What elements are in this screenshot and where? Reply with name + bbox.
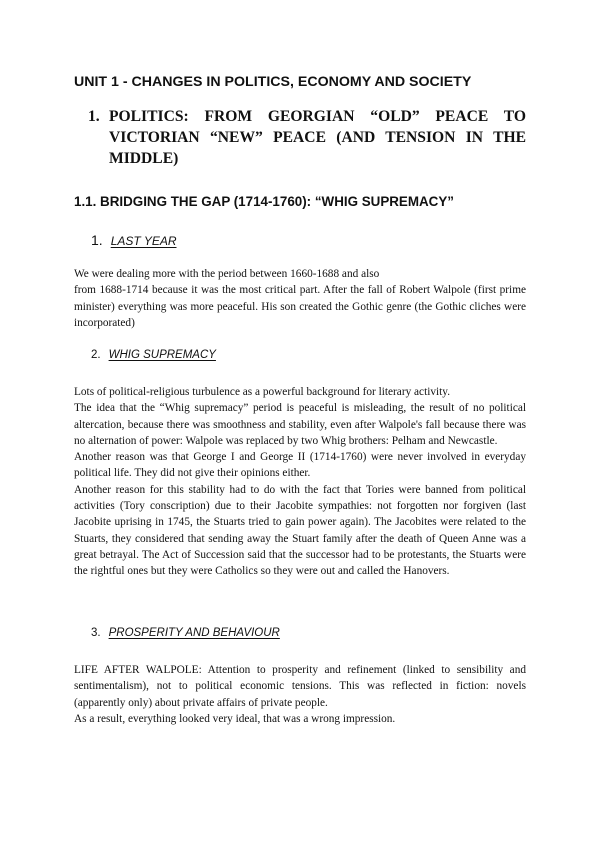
heading-line: VICTORIAN “NEW” PEACE (AND TENSION IN THE: [109, 129, 526, 146]
subheading-label: WHIG SUPREMACY: [108, 349, 216, 361]
paragraph: Lots of political-religious turbulence as a powerful background for literary activity.: [74, 386, 451, 398]
subsection-heading-whig-supremacy: 1.1. BRIDGING THE GAP (1714-1760): “WHIG SUPREMACY”: [74, 194, 454, 209]
paragraph: Another reason was that George I and George II (1714-1760) were never involved in everyday political life. They did not give their opinions either.: [74, 451, 526, 480]
heading-text: [109, 106, 526, 169]
subheading-last-year: [91, 232, 177, 248]
subheading-number: 1.: [91, 232, 103, 248]
heading-number: 1.: [88, 108, 100, 125]
subheading-number: 2.: [91, 349, 101, 361]
subheading-prosperity-and-behaviour: [91, 627, 280, 639]
heading-line: MIDDLE): [109, 150, 179, 167]
paragraph: The idea that the “Whig supremacy” period is peaceful is misleading, the result of no political altercation, because there was smoothness and stability, even after Walpole's fall because there was no alternation of power: Walpole was replaced by two Whig brothers: Pelham and Newcastle.: [74, 402, 526, 447]
subheading-label: PROSPERITY AND BEHAVIOUR: [108, 627, 280, 639]
paragraph: from 1688-1714 because it was the most critical part. After the fall of Robert Walpole (first prime minister) everything was more peaceful. His son created the Gothic genre (the Gothic cliches were incorporated): [74, 284, 526, 329]
section-whig-supremacy-text: [74, 384, 526, 580]
heading-line: POLITICS: FROM GEORGIAN “OLD” PEACE TO: [109, 108, 526, 125]
unit-title: UNIT 1 - CHANGES IN POLITICS, ECONOMY AND SOCIETY: [74, 74, 472, 90]
section-last-year-text: [74, 266, 526, 331]
paragraph: LIFE AFTER WALPOLE: Attention to prosperity and refinement (linked to sensibility and sentimentalism), not to political economic tensions. This was reflected in fiction: novels (apparently only) about private affairs of private people.: [74, 664, 526, 709]
paragraph: We were dealing more with the period between 1660-1688 and also: [74, 268, 380, 280]
paragraph: As a result, everything looked very ideal, that was a wrong impression.: [74, 712, 396, 725]
section-prosperity-text: [74, 662, 526, 727]
subheading-whig-supremacy: [91, 349, 216, 361]
subheading-label: LAST YEAR: [110, 234, 177, 248]
paragraph: Another reason for this stability had to do with the fact that Tories were banned from political activities (Tory conscription) due to their Jacobite sympathies: not forgotten nor forgiven (last Jacobite uprising in 1745, the Stuarts tried to gain power again). The Jacobites were related to the Stuarts, they considered that sending away the Stuart family after the death of Queen Anne was a great betrayal. The Act of Succession said that the successor had to be protestants, the Stuarts were the rightful ones but they were Catholics so they were out and called the Hanovers.: [74, 483, 526, 578]
subheading-number: 3.: [91, 627, 101, 639]
